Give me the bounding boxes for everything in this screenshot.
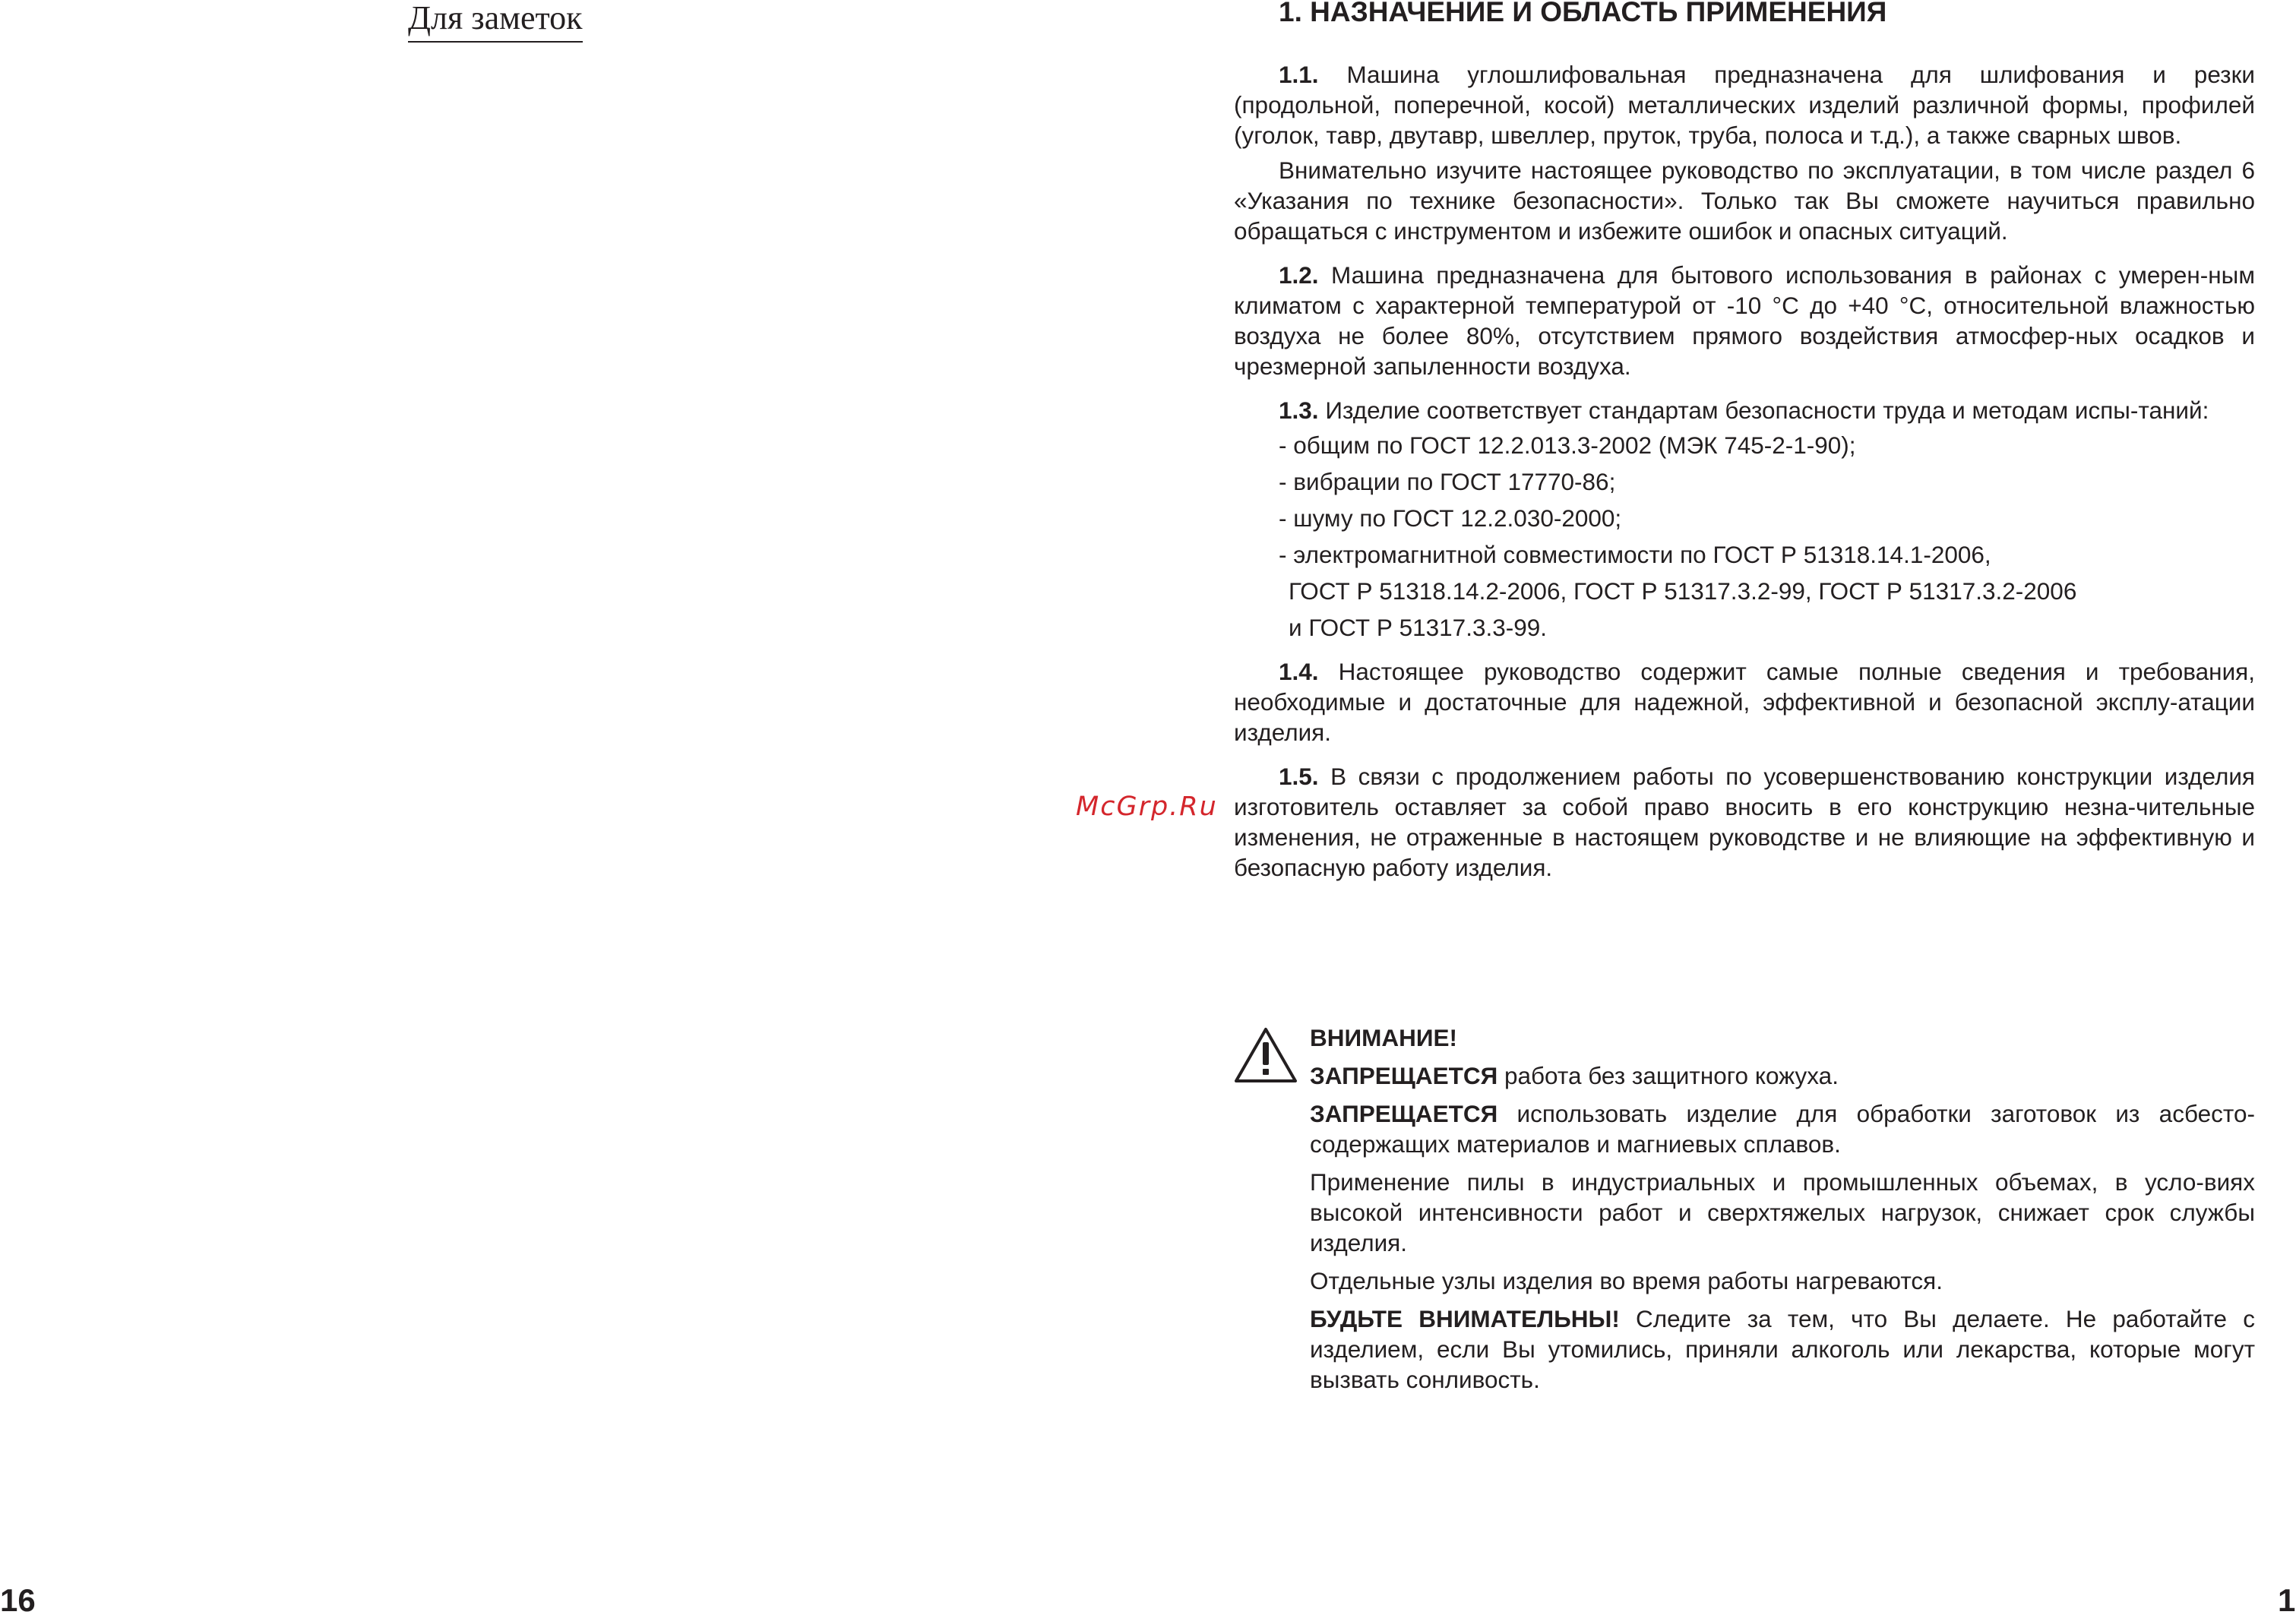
section-1-1 [1234, 59, 2255, 150]
warning-item-2-text: использовать изделие для обработки заготовок из асбесто-содержащих материалов и магниевых сплавов. [1310, 1100, 2255, 1158]
page-number-right: 1 [2278, 1582, 2296, 1618]
list-item: ГОСТ Р 51318.14.2-2006, ГОСТ Р 51317.3.2-99, ГОСТ Р 51317.3.2-2006 [1289, 577, 2077, 605]
section-1-1-text: Машина углошлифовальная предназначена для шлифования и резки (продольной, поперечной, косой) металлических изделий различной формы, профилей (уголок, тавр, двутавр, швеллер, пруток, труба, полоса и т.д.), а также сварных швов. [1234, 61, 2255, 149]
section-1-2-text: Машина предназначена для бытового использования в районах с умерен-ным климатом с характерной температурой от -10 °С до +40 °С, относительной влажностью воздуха не более 80%, отсутствием прямого воздействия атмосфер-ных осадков и чрезмерной запыленности воздуха. [1234, 261, 2255, 380]
page-number-left: 16 [0, 1582, 36, 1618]
warning-item-5-text: Следите за тем, что Вы делаете. Не работайте с изделием, если Вы утомились, приняли алкоголь или лекарства, которые могут вызвать сонливость. [1310, 1305, 2255, 1393]
warning-title: ВНИМАНИЕ! [1310, 1024, 1458, 1051]
section-1-2 [1234, 260, 2255, 381]
section-1-1-extra: Внимательно изучите настоящее руководство по эксплуатации, в том числе раздел 6 «Указания по технике безопасности». Только так Вы сможете научиться правильно обращаться с инструментом и избежите ошибок и опасных ситуаций. [1234, 156, 2255, 245]
list-item: - шуму по ГОСТ 12.2.030-2000; [1279, 504, 1622, 532]
section-1-5-text: В связи с продолжением работы по усовершенствованию конструкции изделия изготовитель оставляет за собой право вносить в его конструкцию незна-чительные изменения, не отраженные в настоящем руководстве и не влияющие на эффективную и безопасную работу изделия. [1234, 763, 2255, 881]
warning-item-5-bold: БУДЬТЕ ВНИМАТЕЛЬНЫ! [1310, 1305, 1620, 1332]
section-1-4-number: 1.4. [1279, 658, 1319, 685]
section-1-2-number: 1.2. [1279, 261, 1319, 289]
warning-item-1-text: работа без защитного кожуха. [1497, 1062, 1839, 1089]
section-1-4-text: Настоящее руководство содержит самые полные сведения и требования, необходимые и достаточные для надежной, эффективной и безопасной эксплу-атации изделия. [1234, 658, 2255, 746]
list-item: - общим по ГОСТ 12.2.013.3-2002 (МЭК 745-2-1-90); [1279, 431, 1856, 459]
warning-triangle-icon [1234, 1027, 1298, 1083]
section-1-5-number: 1.5. [1279, 763, 1319, 790]
warning-item-2 [1310, 1098, 2255, 1159]
warning-text [1310, 1022, 2255, 1402]
warning-item-2-bold: ЗАПРЕЩАЕТСЯ [1310, 1100, 1498, 1127]
list-item: и ГОСТ Р 51317.3.3-99. [1289, 614, 1548, 641]
section-1-1-number: 1.1. [1279, 61, 1319, 88]
left-page [0, 0, 1148, 1616]
warning-item-5 [1310, 1304, 2255, 1395]
section-1-5 [1234, 761, 2255, 883]
content-flow [1234, 59, 2255, 883]
notes-title: Для заметок [408, 0, 583, 43]
section-1-3-text: Изделие соответствует стандартам безопасности труда и методам испы-таний: [1325, 397, 2209, 424]
section-1-3-number: 1.3. [1279, 397, 1319, 424]
list-item: - электромагнитной совместимости по ГОСТ Р 51318.14.1-2006, [1279, 541, 1991, 568]
section-1-3 [1234, 395, 2255, 425]
watermark: McGrp.Ru [1076, 792, 1218, 822]
warning-item-1-bold: ЗАПРЕЩАЕТСЯ [1310, 1062, 1498, 1089]
section-1-4 [1234, 656, 2255, 747]
warning-item-4: Отдельные узлы изделия во время работы нагреваются. [1310, 1267, 1943, 1294]
standards-list [1234, 430, 2255, 643]
warning-item-1 [1310, 1060, 2255, 1091]
list-item: - вибрации по ГОСТ 17770-86; [1279, 468, 1616, 495]
section-heading: 1. НАЗНАЧЕНИЕ И ОБЛАСТЬ ПРИМЕНЕНИЯ [1279, 0, 1887, 27]
warning-item-3: Применение пилы в индустриальных и промышленных объемах, в усло-виях высокой интенсивности работ и сверхтяжелых нагрузок, снижает срок службы изделия. [1310, 1168, 2255, 1256]
